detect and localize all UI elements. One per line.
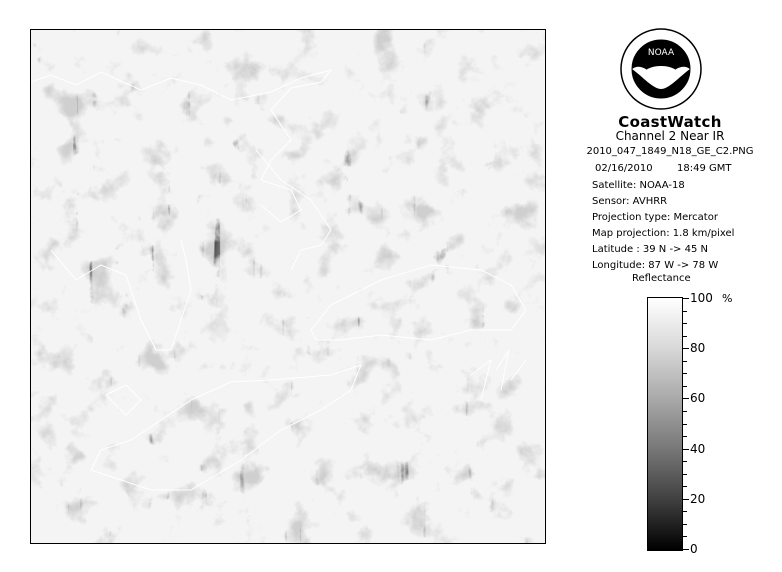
colorbar-tick-label: 60 — [690, 391, 706, 406]
map-projection-label: Map projection: 1.8 km/pixel — [592, 228, 735, 239]
colorbar-minor-tick — [682, 311, 687, 312]
time-value: 18:49 GMT — [677, 163, 732, 174]
noaa-logo — [619, 27, 703, 111]
noaa-seal-icon — [619, 27, 703, 111]
colorbar-minor-tick — [682, 424, 687, 425]
colorbar-major-tick — [682, 348, 689, 349]
legend-title: Reflectance — [632, 273, 691, 284]
colorbar-minor-tick — [682, 436, 687, 437]
colorbar-minor-tick — [682, 486, 687, 487]
page-title: CoastWatch — [618, 113, 722, 131]
satellite-image — [31, 30, 545, 543]
colorbar-tick-label: 0 — [690, 542, 698, 556]
date-value: 02/16/2010 — [595, 163, 653, 174]
colorbar-minor-tick — [682, 336, 687, 337]
colorbar-minor-tick — [682, 511, 687, 512]
colorbar-major-tick — [682, 499, 689, 500]
colorbar-minor-tick — [682, 461, 687, 462]
sensor-label: Sensor: AVHRR — [592, 196, 668, 207]
colorbar-minor-tick — [682, 361, 687, 362]
colorbar-minor-tick — [682, 536, 687, 537]
longitude-label: Longitude: 87 W -> 78 W — [592, 260, 719, 271]
colorbar-tick-label: 20 — [690, 491, 706, 506]
colorbar-tick-label: 80 — [690, 341, 706, 356]
colorbar-minor-tick — [682, 386, 687, 387]
colorbar-tick-label: 100 — [690, 291, 713, 305]
colorbar-minor-tick — [682, 524, 687, 525]
projection-type-label: Projection type: Mercator — [592, 212, 718, 223]
colorbar-major-tick — [682, 398, 689, 399]
colorbar-major-tick — [682, 449, 689, 450]
channel-subtitle: Channel 2 Near IR — [615, 129, 725, 143]
colorbar-tick-label: 40 — [690, 441, 706, 456]
colorbar-minor-tick — [682, 474, 687, 475]
satellite-label: Satellite: NOAA-18 — [592, 180, 685, 191]
cloud-cover — [31, 30, 545, 543]
latitude-label: Latitude : 39 N -> 45 N — [592, 244, 708, 255]
colorbar-major-tick — [682, 549, 689, 550]
colorbar-minor-tick — [682, 323, 687, 324]
colorbar-minor-tick — [682, 373, 687, 374]
reflectance-colorbar — [647, 297, 683, 551]
colorbar-minor-tick — [682, 411, 687, 412]
legend-unit: % — [722, 292, 733, 305]
colorbar-major-tick — [682, 298, 689, 299]
logo-text: NOAA — [647, 48, 675, 58]
date-time-line — [595, 163, 732, 174]
filename-label: 2010_047_1849_N18_GE_C2.PNG — [586, 146, 754, 157]
satellite-map[interactable] — [30, 29, 546, 544]
